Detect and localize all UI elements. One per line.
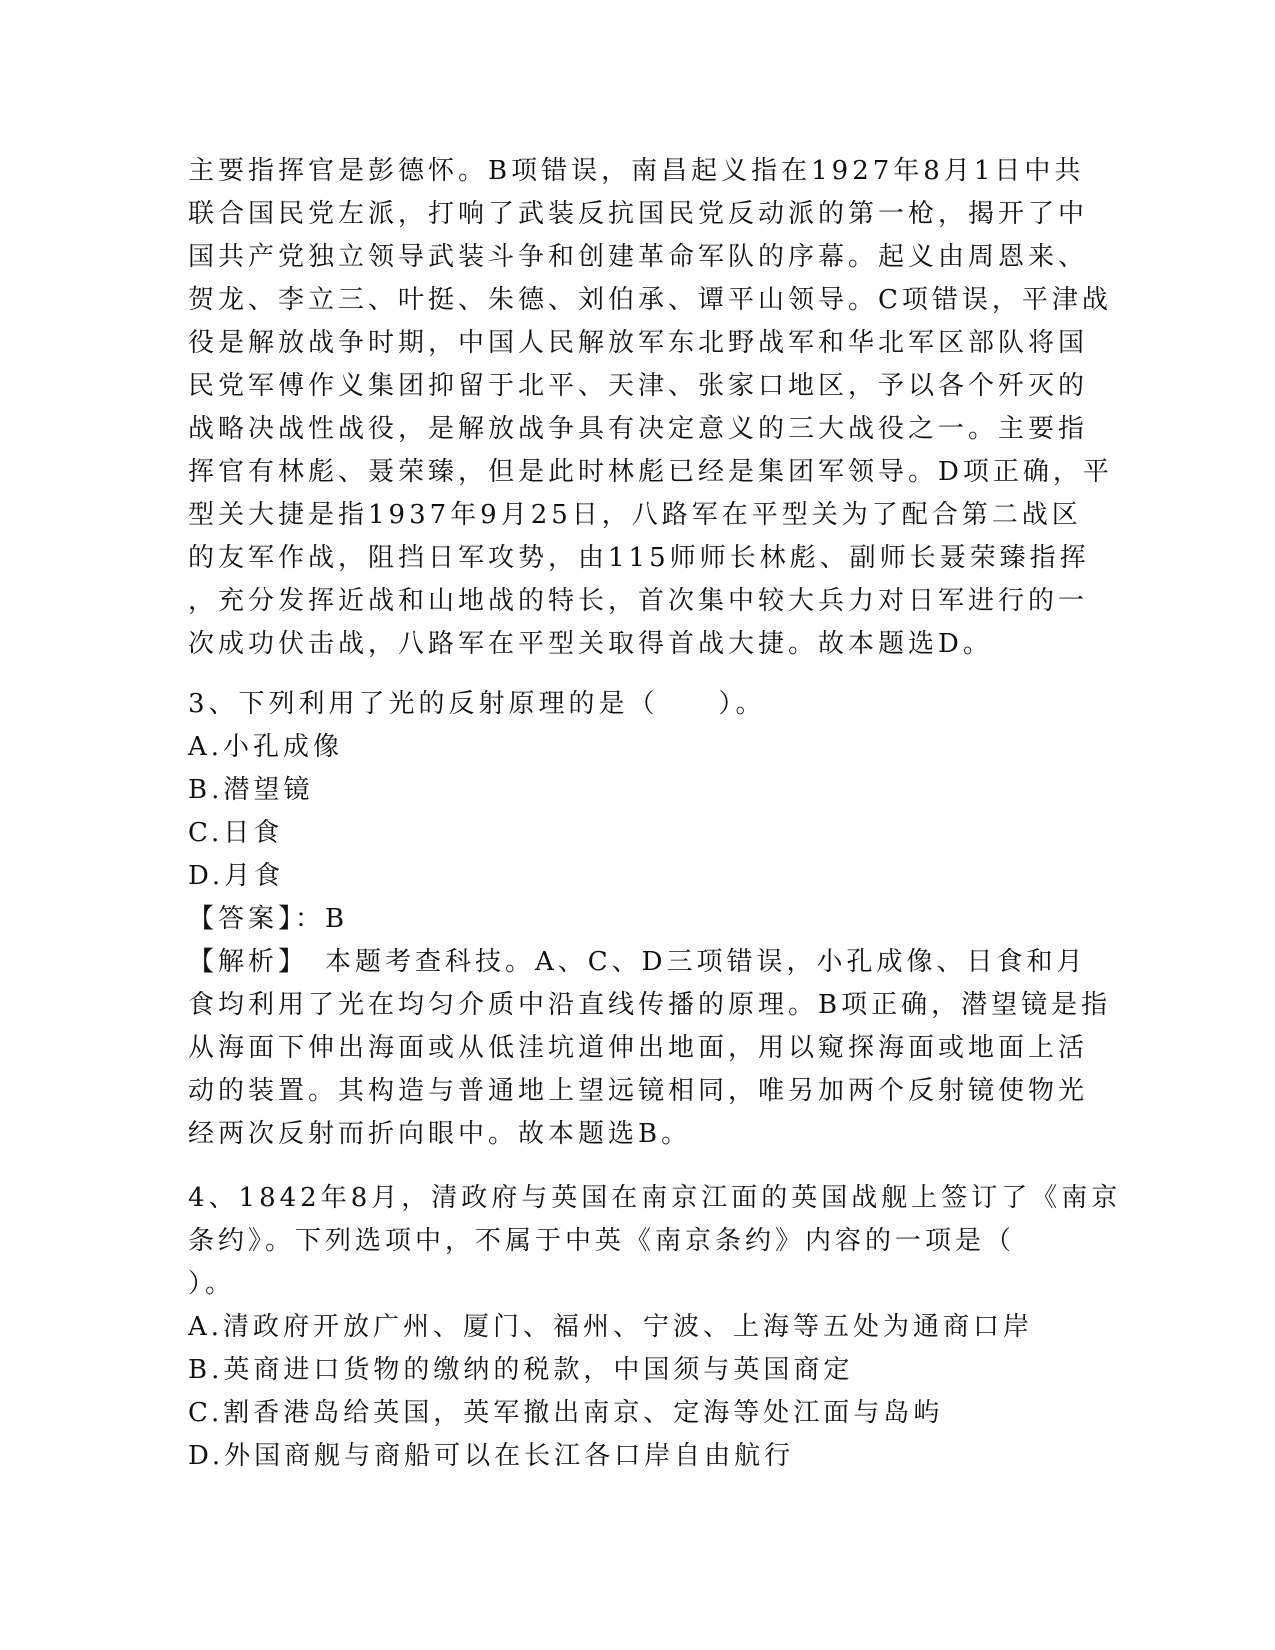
- text-line: 役是解放战争时期，中国人民解放军东北野战军和华北军区部队将国: [188, 328, 1089, 358]
- question-stem: 条约》。下列选项中，不属于中英《南京条约》内容的一项是（: [188, 1226, 1016, 1256]
- text-line: 国共产党独立领导武装斗争和创建革命军队的序幕。起义由周恩来、: [188, 242, 1089, 272]
- analysis-line: 从海面下伸出海面或从低洼坑道伸出地面，用以窥探海面或地面上活: [188, 1033, 1089, 1063]
- text-line: 战略决战性战役，是解放战争具有决定意义的三大战役之一。主要指: [188, 414, 1089, 444]
- analysis-line: 经两次反射而折向眼中。故本题选B。: [188, 1119, 692, 1149]
- text-line: 联合国民党左派，打响了武装反抗国民党反动派的第一枪，揭开了中: [188, 199, 1089, 229]
- option-a: A.清政府开放广州、厦门、福州、宁波、上海等五处为通商口岸: [188, 1312, 1034, 1342]
- explanation-q2: [188, 150, 1113, 666]
- question-stem: 3、下列利用了光的反射原理的是（ ）。: [188, 689, 766, 719]
- text-line: 主要指挥官是彭德怀。B项错误，南昌起义指在1927年8月1日中共: [188, 156, 1085, 186]
- option-a: A.小孔成像: [188, 732, 344, 762]
- text-line: 民党军傅作义集团抑留于北平、天津、张家口地区，予以各个歼灭的: [188, 371, 1089, 401]
- option-c: C.日食: [188, 818, 284, 848]
- answer-line: 【答案】：B: [188, 904, 349, 934]
- text-line: ，充分发挥近战和山地战的特长，首次集中较大兵力对日军进行的一: [188, 586, 1089, 616]
- question-stem: 4、1842年8月，清政府与英国在南京江面的英国战舰上签订了《南京: [188, 1183, 1122, 1213]
- option-b: B.潜望镜: [188, 775, 314, 805]
- text-line: 型关大捷是指1937年9月25日，八路军在平型关为了配合第二战区: [188, 500, 1082, 530]
- option-d: D.月食: [188, 861, 285, 891]
- analysis-line: 食均利用了光在均匀介质中沿直线传播的原理。B项正确，潜望镜是指: [188, 990, 1112, 1020]
- text-line: 的友军作战，阻挡日军攻势，由115师师长林彪、副师长聂荣臻指挥: [188, 543, 1090, 573]
- question-stem: ）。: [188, 1269, 236, 1299]
- text-line: 挥官有林彪、聂荣臻，但是此时林彪已经是集团军领导。D项正确，平: [188, 457, 1113, 487]
- option-d: D.外国商舰与商船可以在长江各口岸自由航行: [188, 1441, 795, 1471]
- option-c: C.割香港岛给英国，英军撤出南京、定海等处江面与岛屿: [188, 1398, 944, 1428]
- question-4: [188, 1177, 1122, 1478]
- option-b: B.英商进口货物的缴纳的税款，中国须与英国商定: [188, 1355, 854, 1385]
- analysis-line: 动的装置。其构造与普通地上望远镜相同，唯另加两个反射镜使物光: [188, 1076, 1089, 1106]
- analysis-line: 【解析】 本题考查科技。A、C、D三项错误，小孔成像、日食和月: [188, 947, 1087, 977]
- text-line: 贺龙、李立三、叶挺、朱德、刘伯承、谭平山领导。C项错误，平津战: [188, 285, 1112, 315]
- text-line: 次成功伏击战，八路军在平型关取得首战大捷。故本题选D。: [188, 629, 993, 659]
- question-3: [188, 683, 1112, 1156]
